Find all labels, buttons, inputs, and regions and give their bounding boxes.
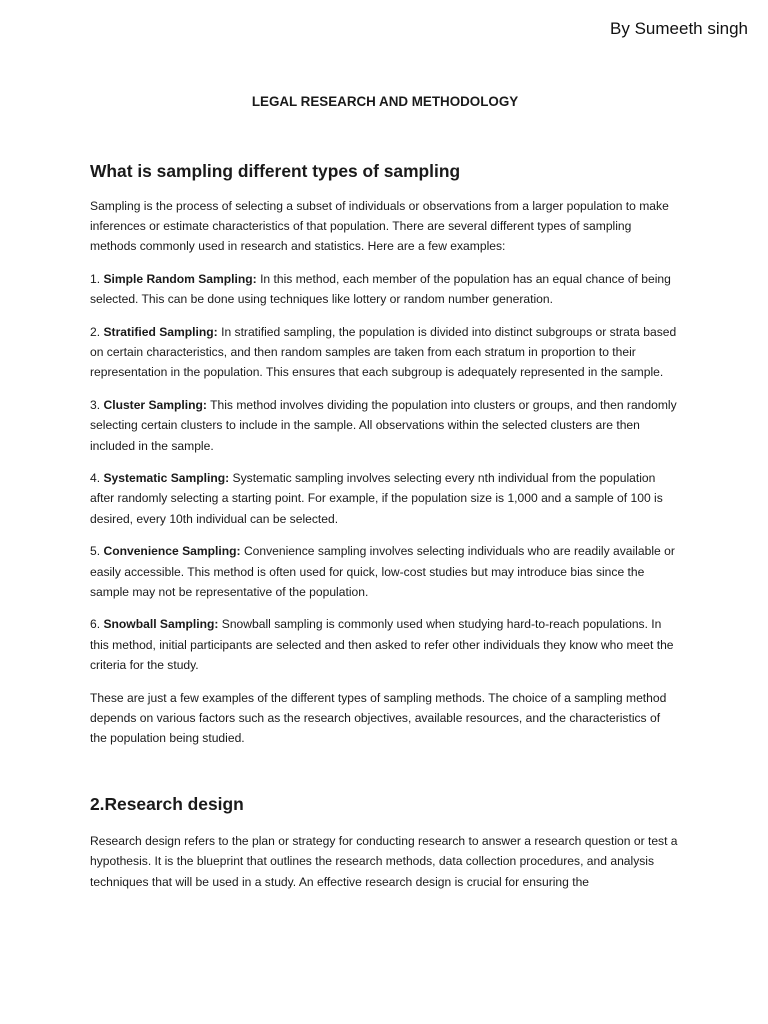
item-term: Snowball Sampling: <box>103 617 219 632</box>
item-number: 6. <box>90 617 101 632</box>
author-credit: By Sumeeth singh <box>610 19 748 38</box>
item-term: Systematic Sampling: <box>103 471 230 486</box>
list-item <box>90 395 680 456</box>
list-item <box>90 541 680 602</box>
item-number: 2. <box>90 325 101 340</box>
item-number: 1. <box>90 272 101 287</box>
item-term: Simple Random Sampling: <box>103 272 257 287</box>
item-term: Cluster Sampling: <box>103 398 207 413</box>
item-term: Stratified Sampling: <box>103 325 218 340</box>
item-number: 4. <box>90 471 101 486</box>
item-number: 5. <box>90 544 101 559</box>
item-text: This method involves dividing the population into clusters or groups, and then randomly selecting certain clusters to include in the sample. All observations within the selected clusters are then included in the sample. <box>90 398 677 453</box>
section-heading-research-design: 2.Research design <box>90 794 244 815</box>
list-item <box>90 322 680 383</box>
item-text: Snowball sampling is commonly used when studying hard-to-reach populations. In this method, initial participants are selected and then asked to refer other individuals they know who meet the criteria for the study. <box>90 617 674 672</box>
item-text: Convenience sampling involves selecting individuals who are readily available or easily accessible. This method is often used for quick, low-cost studies but may introduce bias since the sample may not be representative of the population. <box>90 544 675 599</box>
sampling-conclusion-paragraph: These are just a few examples of the different types of sampling methods. The choice of a sampling method depends on various factors such as the research objectives, available resources, and the characteristics of the population being studied. <box>90 690 667 745</box>
item-text: In stratified sampling, the population is divided into distinct subgroups or strata based on certain characteristics, and then random samples are taken from each stratum in proportion to their representation in the population. This ensures that each subgroup is adequately represented in the sample. <box>90 325 677 380</box>
list-item <box>90 468 680 529</box>
item-term: Convenience Sampling: <box>103 544 241 559</box>
document-body <box>90 94 680 904</box>
item-number: 3. <box>90 398 101 413</box>
sampling-intro-paragraph: Sampling is the process of selecting a subset of individuals or observations from a larger population to make inferences or estimate characteristics of that population. There are several different types of sampling methods commonly used in research and statistics. Here are a few examples: <box>90 199 669 254</box>
item-text: Systematic sampling involves selecting every nth individual from the population after randomly selecting a starting point. For example, if the population size is 1,000 and a sample of 100 is desired, every 10th individual can be selected. <box>90 471 663 526</box>
document-title: LEGAL RESEARCH AND METHODOLOGY <box>251 94 519 109</box>
item-text: In this method, each member of the population has an equal chance of being selected. This can be done using techniques like lottery or random number generation. <box>90 272 671 307</box>
list-item <box>90 269 680 309</box>
section-heading-sampling: What is sampling different types of sampling <box>90 161 461 181</box>
research-design-paragraph: Research design refers to the plan or strategy for conducting research to answer a research question or test a hypothesis. It is the blueprint that outlines the research methods, data collection procedures, and analysis techniques that will be used in a study. An effective research design is crucial for ensuring the <box>90 834 678 889</box>
list-item <box>90 614 680 675</box>
